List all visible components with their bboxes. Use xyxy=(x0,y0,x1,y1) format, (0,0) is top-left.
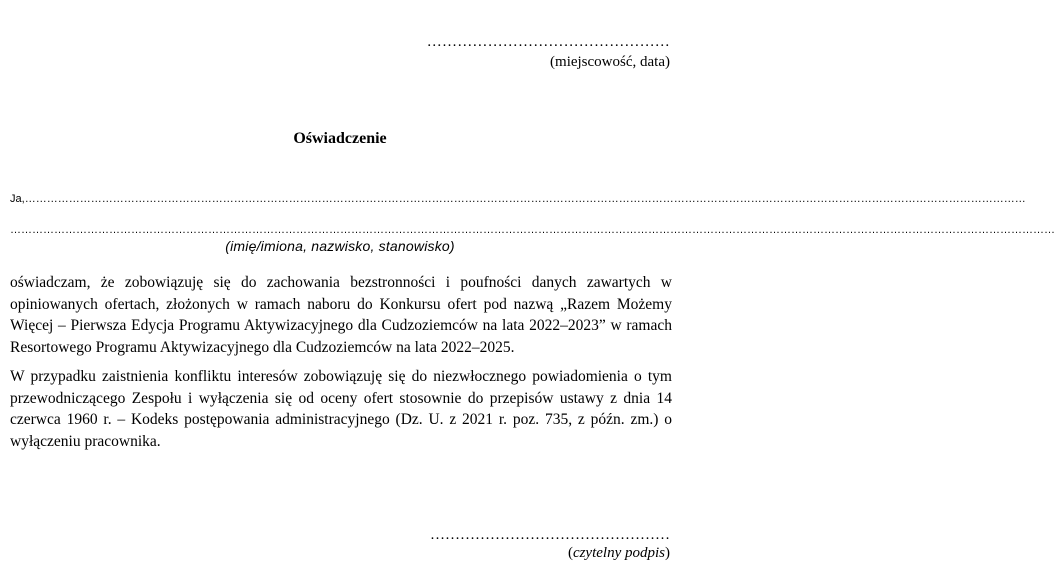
name-caption: (imię/imiona, nazwisko, stanowisko) xyxy=(225,238,455,254)
name-line-1 xyxy=(10,193,1026,205)
signature-open-paren: ( xyxy=(567,545,573,561)
signature-label: czytelny podpis xyxy=(572,545,665,561)
declaration-paragraph-1: oświadczam, że zobowiązuję się do zachowania bezstronności i poufności danych zawartych w opiniowanych ofertach, złożonych w ramach naboru do Konkursu ofert pod nazwą „Razem Możemy Więcej – Pierwsza Edycja Programu Aktywizacyjnego dla Cudzoziemców na lata 2022–2023” w ramach Resortowego Programu Aktywizacyjnego dla Cudzoziemców na lata 2022–2025. xyxy=(10,274,672,356)
name-dots-1: ………………………………………………………………………………………………………………………………………………………………………………………………………………………………………………… xyxy=(24,193,1026,205)
name-line-2: …………………………………………………………………………………………………………………………………………………………………………………………………………………………………………………………… xyxy=(10,224,1055,236)
signature-line: ………………………………………… xyxy=(430,527,670,543)
ja-label: Ja, xyxy=(10,193,25,205)
place-date-line: ………………………………………… xyxy=(426,34,670,50)
declaration-paragraph-2: W przypadku zaistnienia konfliktu interesów zobowiązuję się do niezwłocznego powiadomienia o tym przewodniczącego Zespołu i wyłączenia się od oceny ofert stosownie do przepisów ustawy z dnia 14 czerwca 1960 r. – Kodeks postępowania administracyjnego (Dz. U. z 2021 r. poz. 735, z późn. zm.) o wyłączeniu pracownika. xyxy=(10,368,672,450)
document-title: Oświadczenie xyxy=(293,130,387,147)
place-date-caption: (miejscowość, data) xyxy=(550,54,670,70)
signature-close-paren: ) xyxy=(665,545,670,561)
signature-caption xyxy=(568,545,670,562)
